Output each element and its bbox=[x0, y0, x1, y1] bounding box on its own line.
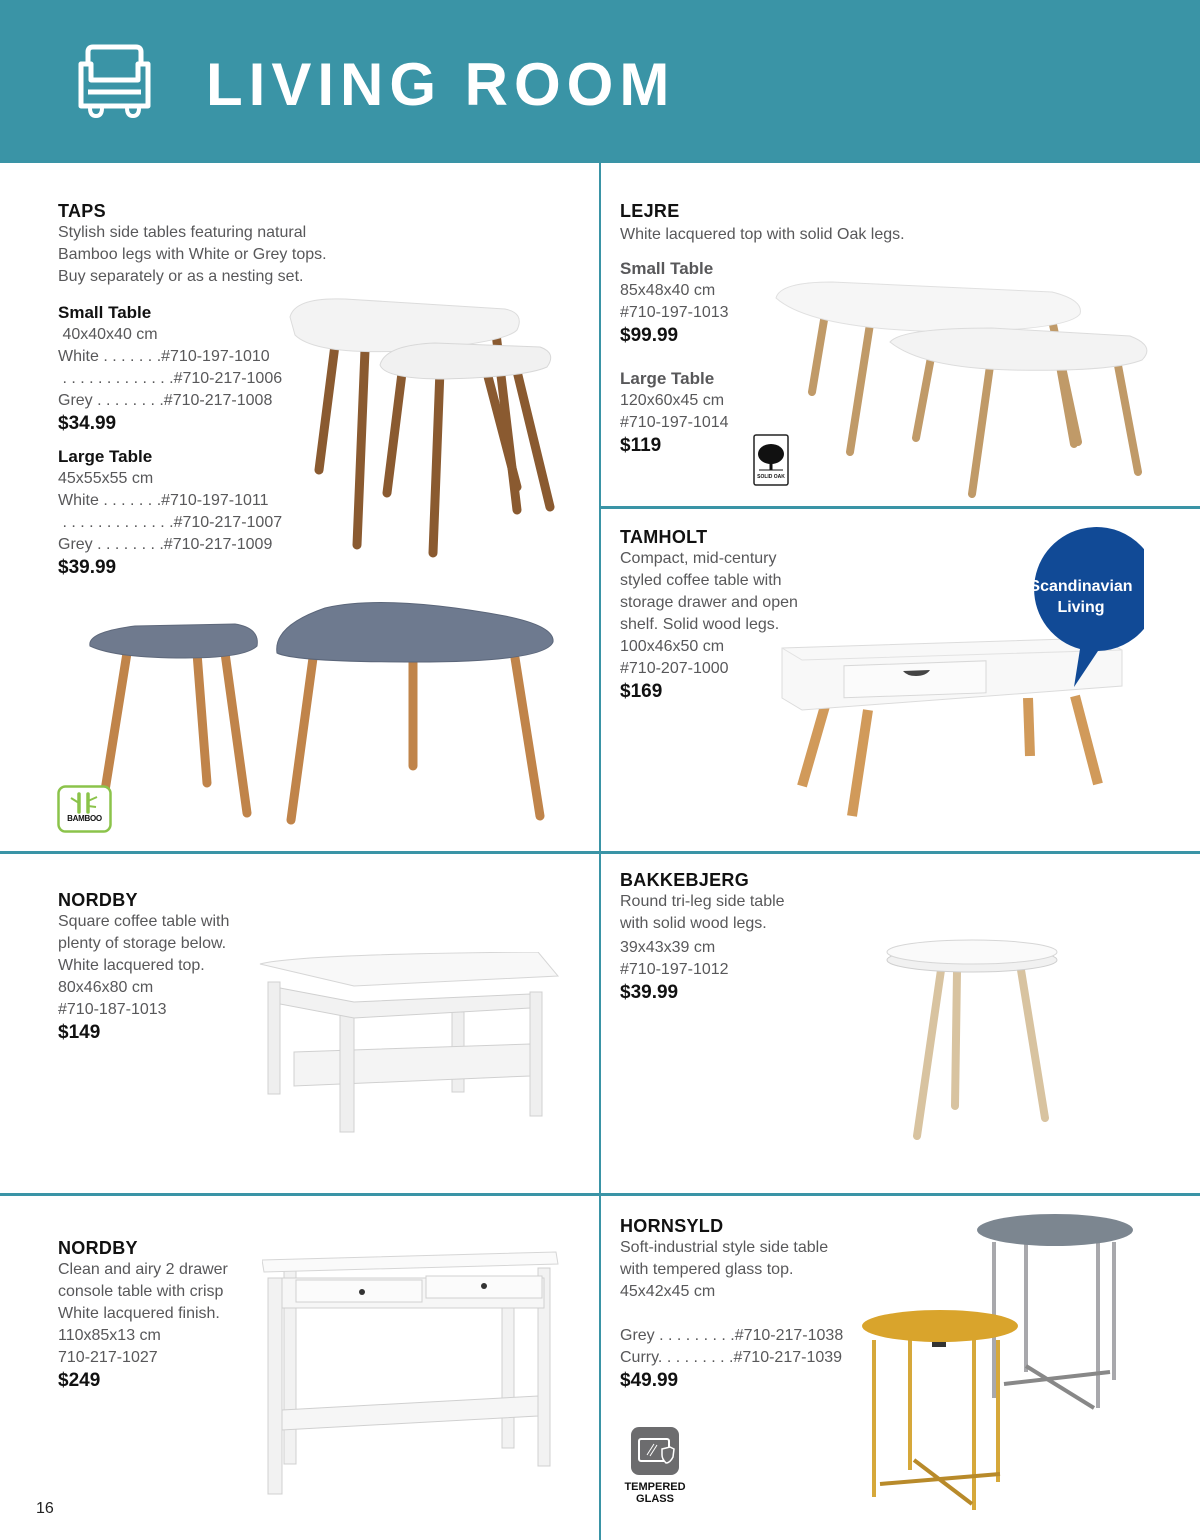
lejre-tables-image bbox=[772, 280, 1154, 500]
page-number: 16 bbox=[36, 1500, 54, 1517]
price: $99.99 bbox=[620, 325, 679, 346]
bakkebjerg-side-table-image bbox=[885, 930, 1060, 1145]
nordby-console-table-image bbox=[262, 1248, 562, 1498]
page-title: LIVING ROOM bbox=[206, 51, 676, 118]
tempered-glass-badge bbox=[620, 1425, 690, 1505]
product-hornsyld: HORNSYLD Soft-industrial style side table with tempered glass top. 45x42x45 cm Grey . . . . . . . . .#710-217-1038 Curry. . . . . . . . .#710-217-1039 $49.99 bbox=[620, 1215, 860, 1393]
variant-label: Small Table bbox=[58, 303, 152, 322]
price: $39.99 bbox=[620, 982, 679, 1003]
tempered-glass-badge-label: TEMPERED GLASS bbox=[624, 1481, 686, 1505]
price: $34.99 bbox=[58, 413, 117, 434]
product-name: TAMHOLT bbox=[620, 527, 708, 547]
product-bakkebjerg: BAKKEBJERG Round tri-leg side table with solid wood legs. 39x43x39 cm #710-197-1012 $39.99 bbox=[620, 869, 840, 1005]
nordby-coffee-table-image bbox=[258, 952, 560, 1134]
bamboo-badge-label: BAMBOO bbox=[67, 814, 102, 823]
product-taps: TAPS Stylish side tables featuring natural Bamboo legs with White or Grey tops. Buy separately or as a nesting set. Small Table 40x40x40 cm White . . . . . . .#710-197-1010 . . . . . . . . . . . . .#710-217-1006 Grey . . . . . . . .#710-217-1008 $34.99 Large Table 45x55x55 cm White . . . . . . .#710-197-1011 . . . . . . . . . . . . .#710-217-1007 Grey . . . . . . . .#710-217-1009 $39.99 bbox=[58, 200, 358, 580]
price: $39.99 bbox=[58, 557, 117, 578]
product-name: TAPS bbox=[58, 201, 106, 221]
solid-oak-badge-label: SOLID OAK bbox=[757, 474, 785, 480]
product-name: NORDBY bbox=[58, 890, 138, 910]
product-name: HORNSYLD bbox=[620, 1216, 724, 1236]
taps-grey-tables-image bbox=[85, 598, 560, 826]
product-name: BAKKEBJERG bbox=[620, 870, 750, 890]
product-name: LEJRE bbox=[620, 201, 680, 221]
row-divider-1 bbox=[0, 851, 1200, 854]
variant-label: Large Table bbox=[620, 369, 715, 388]
bamboo-badge bbox=[57, 785, 112, 833]
price: $169 bbox=[620, 681, 663, 702]
row-divider-2 bbox=[0, 1193, 1200, 1196]
variant-label: Large Table bbox=[58, 447, 153, 466]
row-divider-lejre bbox=[600, 506, 1200, 509]
product-name: NORDBY bbox=[58, 1238, 138, 1258]
product-lejre: LEJRE White lacquered top with solid Oak legs. Small Table 85x48x40 cm #710-197-1013 $99.99 Large Table 120x60x45 cm #710-197-1014 $119 bbox=[620, 200, 940, 458]
price: $149 bbox=[58, 1022, 101, 1043]
solid-oak-badge bbox=[753, 434, 789, 486]
price: $49.99 bbox=[620, 1370, 679, 1391]
product-nordby-console: NORDBY Clean and airy 2 drawer console table with crisp White lacquered finish. 110x85x13 cm 710-217-1027 $249 bbox=[58, 1237, 278, 1393]
armchair-icon bbox=[78, 44, 154, 120]
hornsyld-side-tables-image bbox=[858, 1212, 1140, 1517]
callout-text: Scandinavian Living bbox=[1029, 578, 1133, 616]
product-nordby-coffee: NORDBY Square coffee table with plenty of storage below. White lacquered top. 80x46x80 cm #710-187-1013 $149 bbox=[58, 889, 278, 1045]
product-tamholt: TAMHOLT Compact, mid-century styled coffee table with storage drawer and open shelf. Solid wood legs. 100x46x50 cm #710-207-1000 $169 bbox=[620, 526, 850, 704]
price: $249 bbox=[58, 1370, 101, 1391]
price: $119 bbox=[620, 435, 662, 456]
variant-label: Small Table bbox=[620, 259, 714, 278]
taps-white-tables-image bbox=[285, 295, 560, 560]
page-header bbox=[0, 0, 1200, 163]
